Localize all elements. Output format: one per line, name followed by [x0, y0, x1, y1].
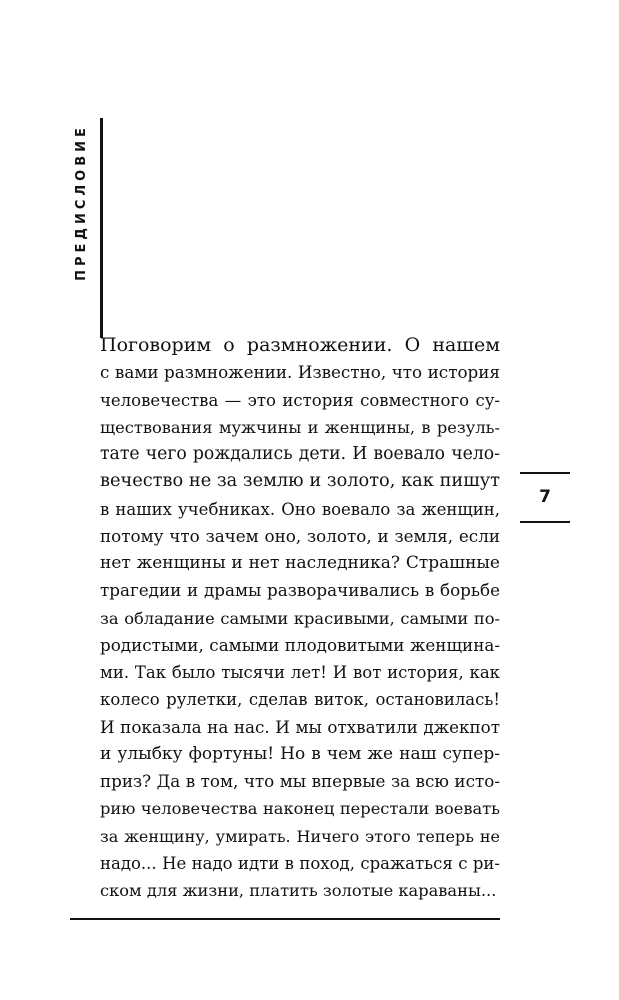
section-title-text: ПРЕДИСЛОВИЕ	[73, 124, 89, 281]
text-line: потому что зачем оно, золото, и земля, если	[100, 525, 500, 546]
section-title	[71, 124, 91, 281]
text-line: и улыбку фортуны! Но в чем же наш супер-	[100, 743, 500, 764]
text-line: надо... Не надо идти в поход, сражаться с ри-	[100, 853, 500, 873]
text-line: человечества — это история совместного су-	[100, 390, 500, 410]
body-paragraph	[100, 332, 500, 904]
text-line: родистыми, самыми плодовитыми женщина-	[100, 634, 500, 655]
text-line: приз? Да в том, что мы впервые за всю исто-	[100, 771, 500, 791]
vertical-divider	[100, 118, 103, 338]
text-line: И показала на нас. И мы отхватили джекпот	[100, 716, 500, 737]
text-line: за женщину, умирать. Ничего этого теперь не	[100, 826, 500, 846]
text-line: с вами размножении. Известно, что история	[100, 362, 500, 383]
footer-divider	[70, 918, 500, 920]
text-line: трагедии и драмы разворачивались в борьбе	[100, 580, 500, 601]
page-number-bottom-rule	[520, 521, 570, 523]
text-line: ществования мужчины и женщины, в резуль-	[100, 417, 500, 437]
page-number: 7	[539, 487, 551, 507]
text-line: за обладание самыми красивыми, самыми по-	[100, 608, 500, 628]
page-number-top-rule	[520, 472, 570, 474]
text-line: нет женщины и нет наследника? Страшные	[100, 553, 500, 573]
text-line: ском для жизни, платить золотые караваны...	[100, 881, 497, 900]
text-line: в наших учебниках. Оно воевало за женщин,	[100, 499, 500, 519]
text-line: тате чего рождались дети. И воевало чело-	[100, 444, 500, 464]
text-line: ми. Так было тысячи лет! И вот история, как	[100, 663, 500, 682]
text-line: рию человечества наконец перестали воевать	[100, 799, 500, 819]
text-line: Поговорим о размножении. О нашем	[100, 334, 500, 356]
text-line: вечество не за землю и золото, как пишут	[100, 471, 500, 492]
text-line: колесо рулетки, сделав виток, остановилась!	[100, 690, 500, 710]
